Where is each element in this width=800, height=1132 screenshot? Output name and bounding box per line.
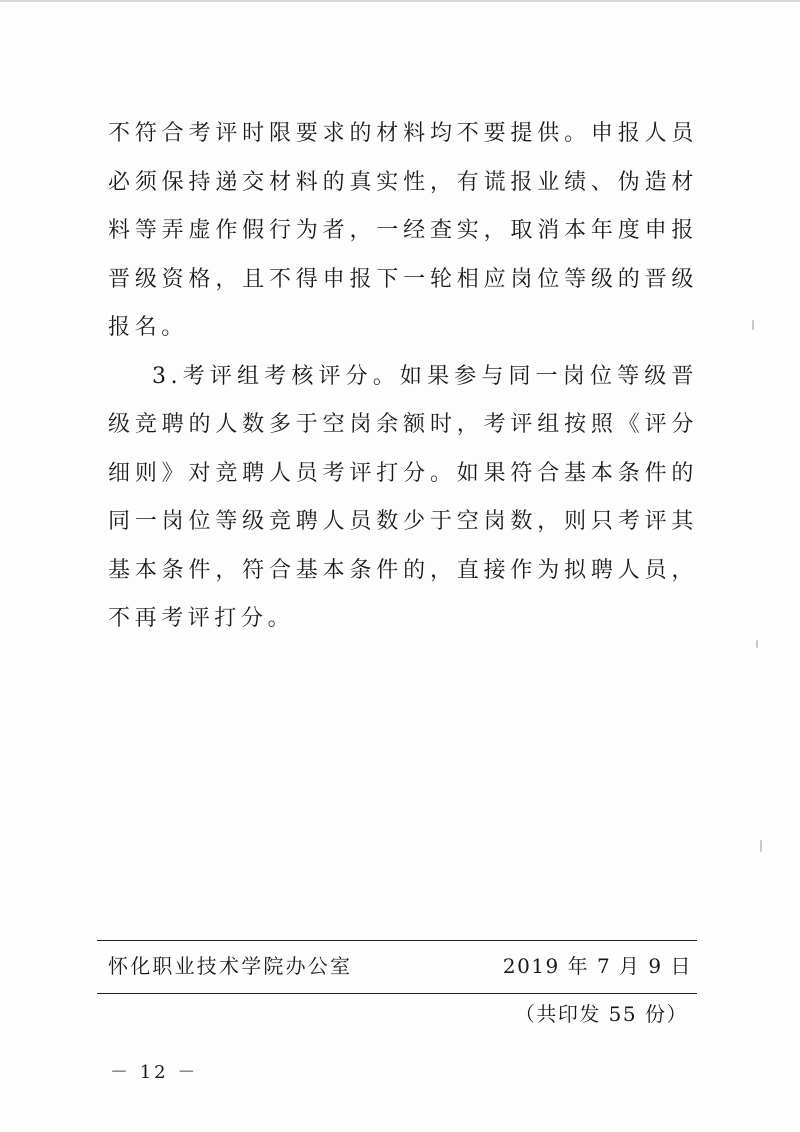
scan-edge: [0, 0, 800, 2]
paragraph-continuation: 不符合考评时限要求的材料均不要提供。申报人员必须保持递交材料的真实性，有谎报业绩、伪造材料等弄虚作假行为者，一经查实，取消本年度申报晋级资格，且不得申报下一轮相应岗位等级的晋级报名。: [108, 121, 698, 340]
issuing-office: 怀化职业技术学院办公室: [108, 954, 353, 978]
print-copies: （共印发 55 份）: [514, 1002, 688, 1026]
paragraph-evaluation-scoring: 3.考评组考核评分。如果参与同一岗位等级晋级竞聘的人数多于空岗余额时，考评组按照《评分细则》对竞聘人员考评打分。如果符合基本条件的同一岗位等级竞聘人员数少于空岗数，则只考评其基本条件，符合基本条件的，直接作为拟聘人员，不再考评打分。: [108, 363, 698, 631]
page-number: － 12 －: [110, 1062, 199, 1083]
footer-top-rule: [97, 940, 697, 941]
document-body: [108, 110, 698, 644]
issue-date: 2019 年 7 月 9 日: [502, 954, 692, 978]
scan-speck: [756, 640, 758, 648]
scan-speck: [760, 840, 762, 852]
scan-speck: [752, 320, 754, 330]
footer-bottom-rule: [97, 993, 697, 994]
